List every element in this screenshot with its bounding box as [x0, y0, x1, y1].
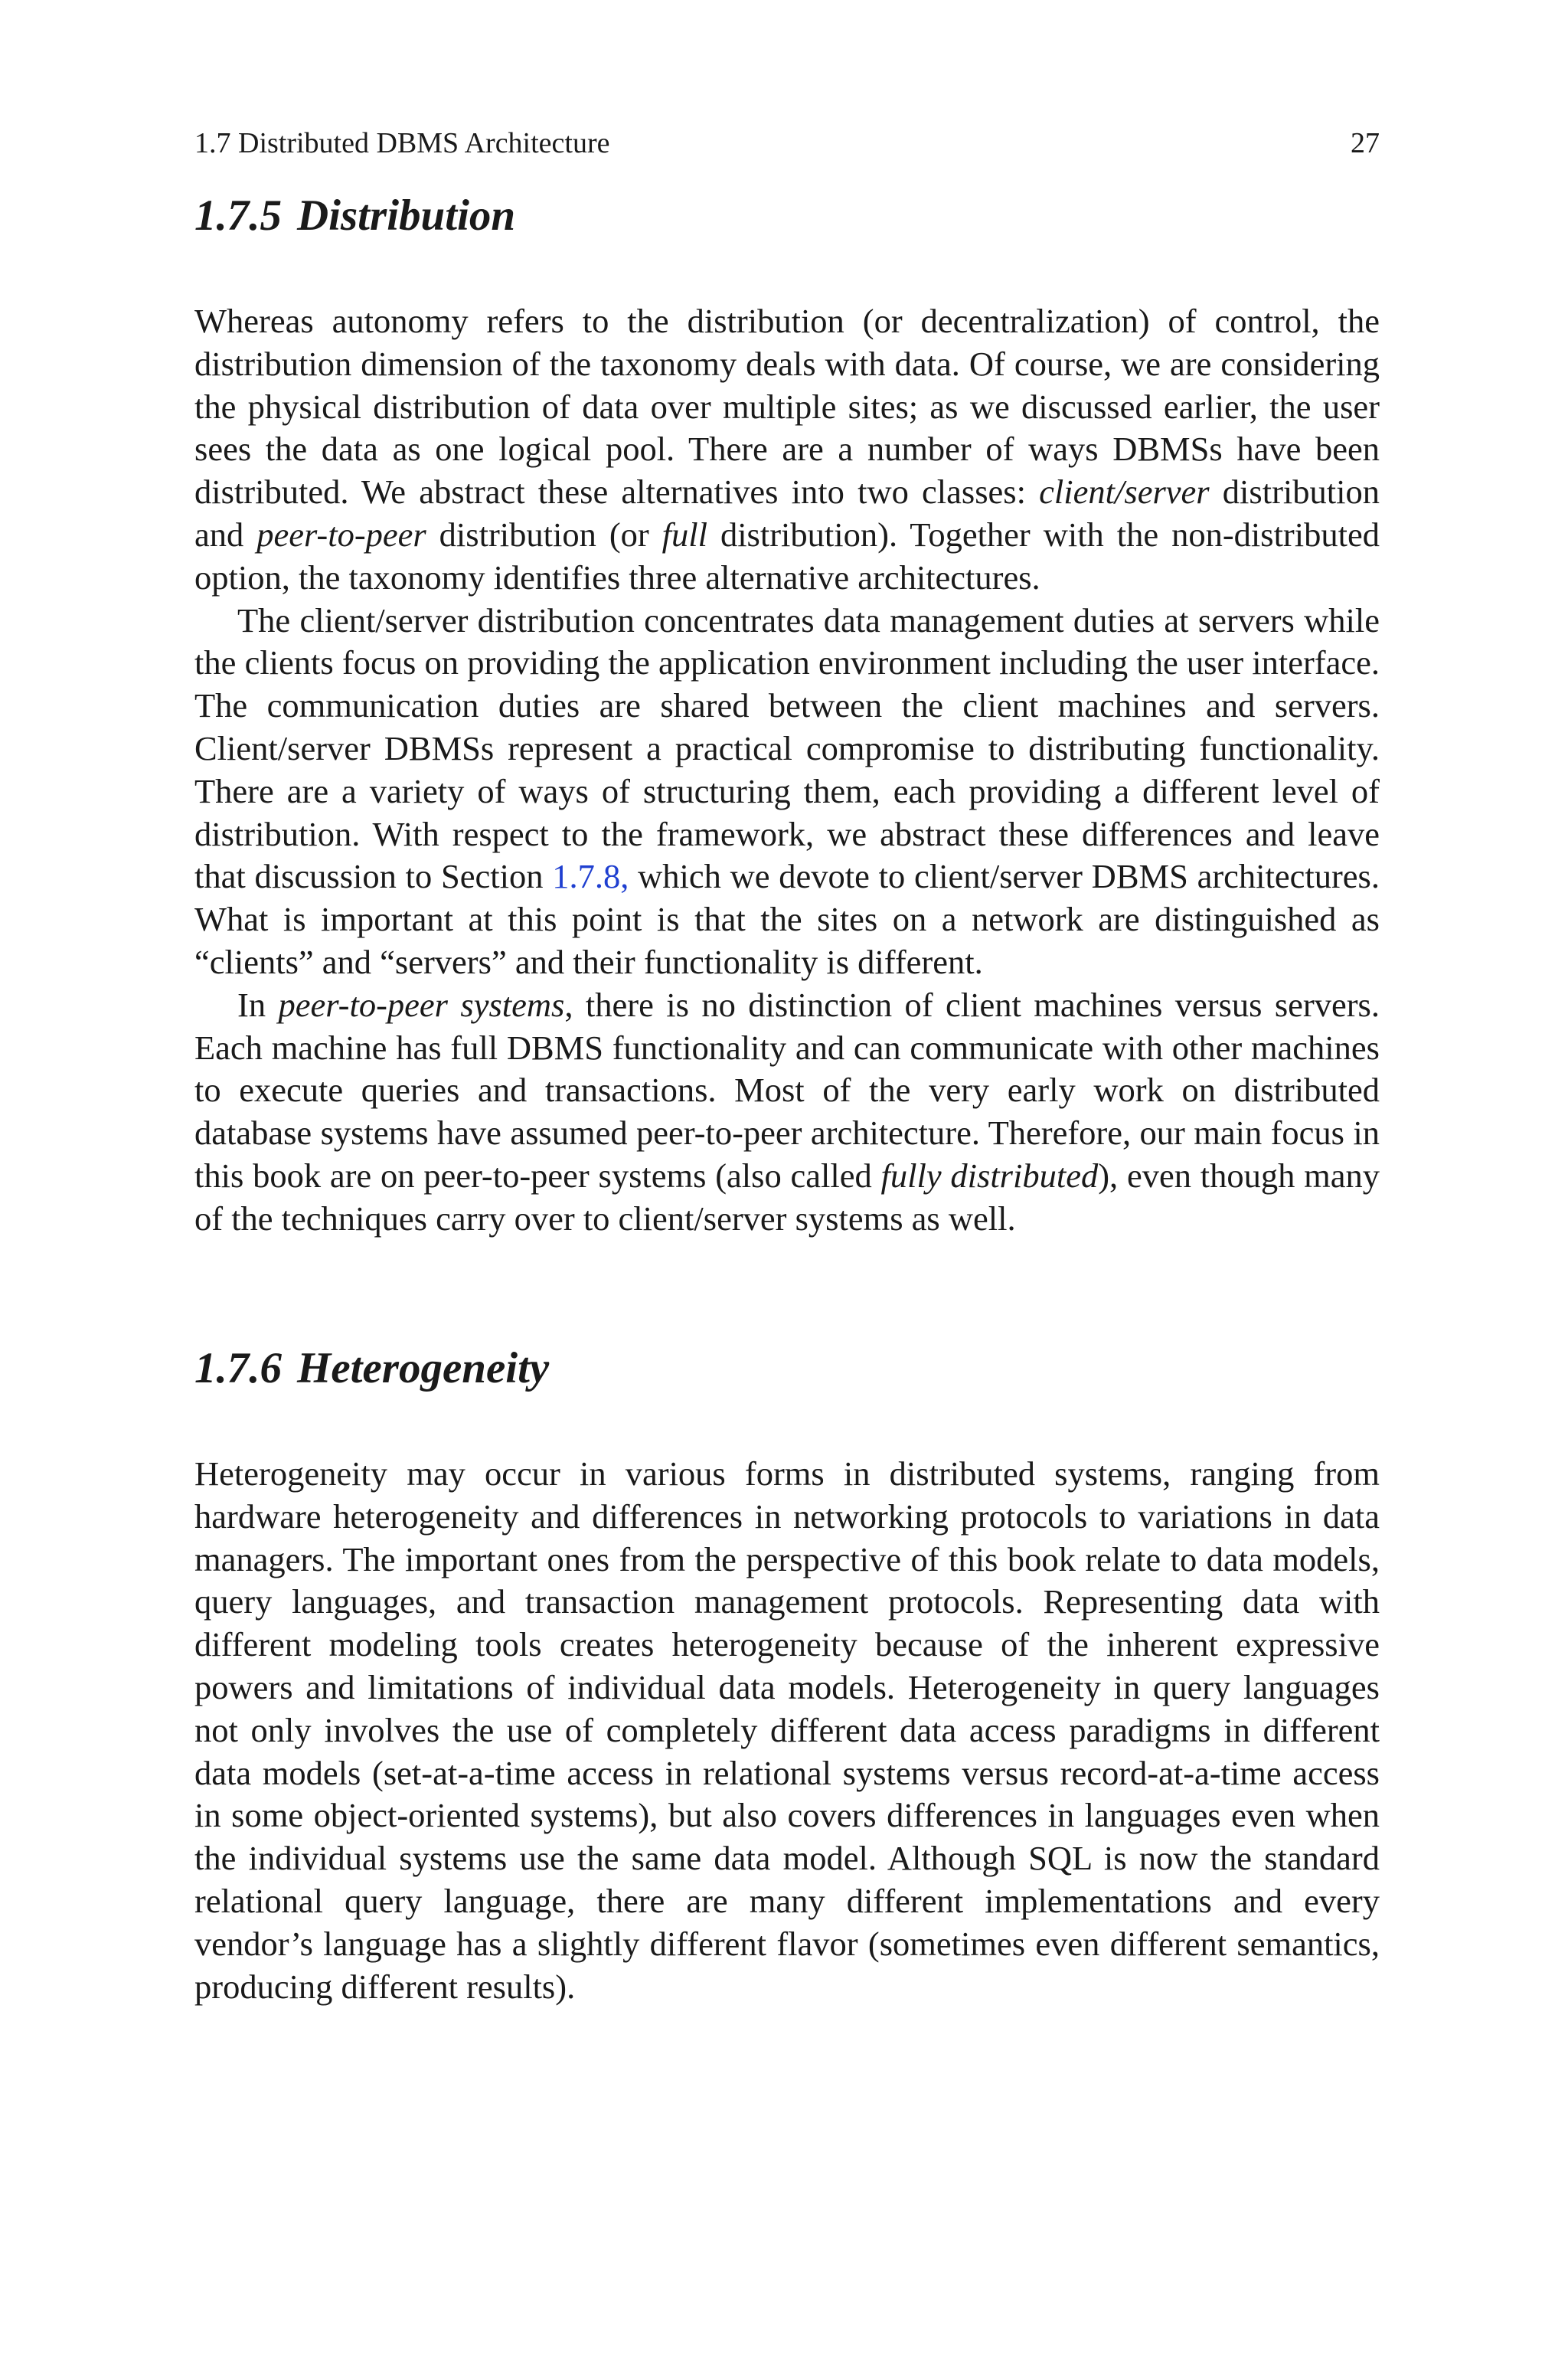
paragraph [194, 600, 1380, 984]
text-run: distribution). Together with the non-distributed option, the taxonomy identifies three alternative architectures. [194, 515, 1380, 597]
text-run: which we devote to client/server DBMS architectures. What is important at this point is that the sites on a network are distinguished as “clients” and “servers” and their functionality is different. [194, 857, 1380, 981]
text-run: , there is no distinction of client machines versus servers. Each machine has full DBMS functionality and can communicate with other machines to execute queries and transactions. Most of the very early work on distributed database systems have assumed peer-to-peer architecture. Therefore, our main focus in this book are on peer-to-peer systems (also called [194, 985, 1380, 1195]
distribution-body [194, 300, 1380, 1241]
text-run: Whereas autonomy refers to the distribution (or decentralization) of control, the distribution dimension of the taxonomy deals with data. Of course, we are considering the physical distribution of data over multiple sites; as we discussed earlier, the user sees the data as one logical pool. There are a number of ways DBMSs have been distributed. We abstract these alternatives into two classes: [194, 302, 1380, 512]
section-title: Heterogeneity [297, 1344, 550, 1392]
italic-term: client/server [1039, 473, 1210, 512]
italic-term: fully distributed [880, 1156, 1099, 1195]
text-run: distribution (or [426, 515, 662, 554]
italic-term: peer-to-peer systems [278, 985, 565, 1024]
running-title: 1.7 Distributed DBMS Architecture [194, 127, 610, 159]
section-title: Distribution [297, 191, 516, 240]
section-heading-distribution [194, 189, 515, 243]
text-run: distribution and [194, 473, 1380, 554]
text-run: In [237, 985, 279, 1024]
section-reference-link[interactable]: 1.7.8, [552, 857, 629, 896]
section-number: 1.7.6 [194, 1344, 282, 1392]
section-heading-heterogeneity [194, 1342, 549, 1395]
text-run: The client/server distribution concentrates data management duties at servers while the clients focus on providing the application environment including the user interface. The communication duties are shared between the client machines and servers. Client/server DBMSs represent a practical compromise to distributing functionality. There are a variety of ways of structuring them, each providing a different level of distribution. With respect to the framework, we abstract these differences and leave that discussion to Section [194, 600, 1380, 896]
heterogeneity-body [194, 1453, 1380, 2008]
italic-term: peer-to-peer [256, 515, 426, 554]
page-number: 27 [1351, 127, 1380, 159]
italic-term: full [662, 515, 707, 554]
paragraph [194, 300, 1380, 600]
section-number: 1.7.5 [194, 191, 282, 240]
paragraph: Heterogeneity may occur in various forms in distributed systems, ranging from hardware heterogeneity and differences in networking protocols to variations in data managers. The important ones from the perspective of this book relate to data models, query languages, and transaction management protocols. Representing data with different modeling tools creates heterogeneity because of the inherent expressive powers and limitations of individual data models. Heterogeneity in query languages not only involves the use of completely different data access paradigms in different data models (set-at-a-time access in relational systems versus record-at-a-time access in some object-oriented systems), but also covers differences in languages even when the individual systems use the same data model. Although SQL is now the standard relational query language, there are many different implementations and every vendor’s language has a slightly different flavor (sometimes even different semantics, producing different results). [194, 1454, 1380, 2006]
text-run: ), even though many of the techniques carry over to client/server systems as well. [194, 1156, 1380, 1238]
paragraph [194, 984, 1380, 1241]
